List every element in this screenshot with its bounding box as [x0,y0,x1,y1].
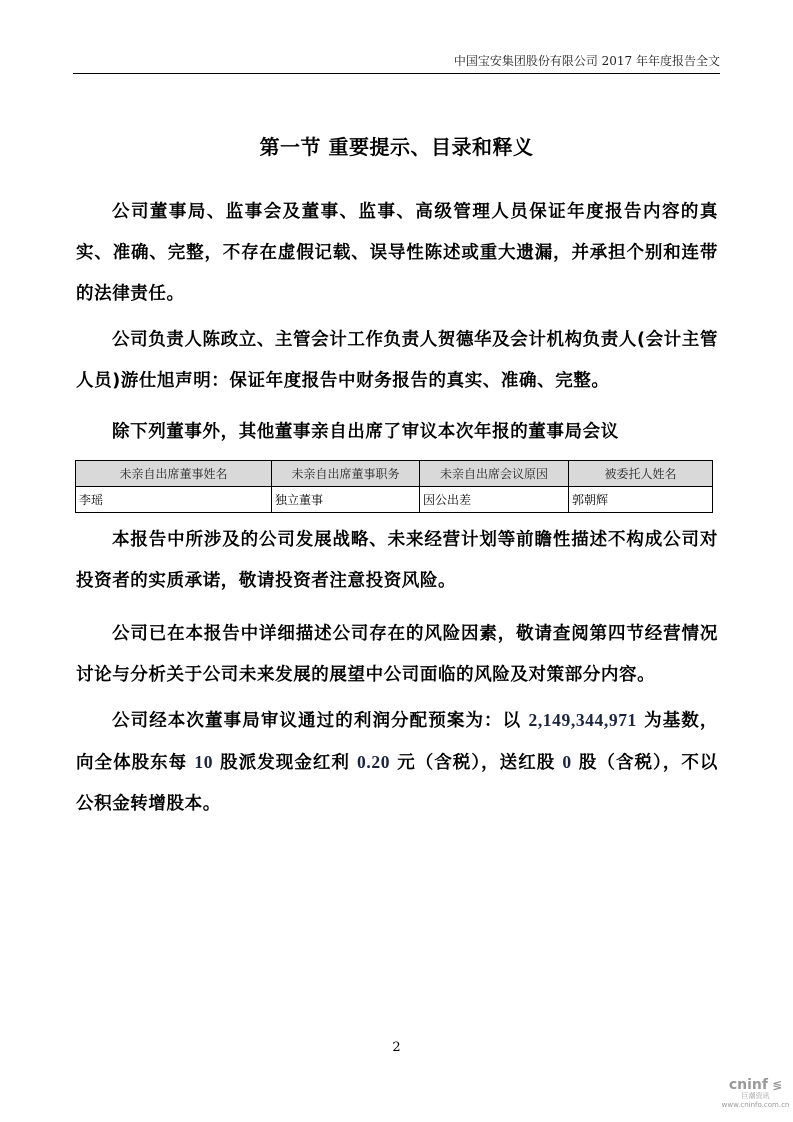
text-segment: 为基数，向全体股东每 [76,711,719,773]
paragraph-board-attendance: 除下列董事外，其他董事亲自出席了审议本次年报的董事局会议 [112,422,619,442]
page-number: 2 [392,1040,401,1055]
column-header: 未亲自出席董事职务 [272,461,420,487]
paragraph-forward-looking-disclaimer: 本报告中所涉及的公司发展战略、未来经营计划等前瞻性描述不构成公司对投资者的实质承诺，敬请投资者注意投资风险。 [76,530,718,591]
text-segment: 股派发现金红利 [213,753,358,773]
table-row [76,487,713,513]
cash-dividend-amount: 0.20 [357,752,391,772]
table-cell: 独立董事 [272,487,420,513]
table-cell: 因公出差 [420,487,569,513]
base-share-count: 2,149,344,971 [528,710,637,730]
text-segment: 公司经本次董事局审议通过的利润分配预案为：以 [112,711,529,731]
cninfo-logo-icon: cninf ≶ [728,1077,783,1093]
column-header: 未亲自出席董事姓名 [76,461,272,487]
table-header-row [76,461,713,487]
table-cell: 郭朝辉 [569,487,713,513]
absent-directors-table [75,460,713,513]
paragraph-responsibility-statement: 公司董事局、监事会及董事、监事、高级管理人员保证年度报告内容的真实、准确、完整，不存在虚假记载、误导性陈述或重大遗漏，并承担个别和连带的法律责任。 [76,202,718,304]
bonus-share-count: 0 [562,752,572,772]
paragraph-profit-distribution [76,700,718,825]
paragraph-risk-factors: 公司已在本报告中详细描述公司存在的风险因素，敬请查阅第四节经营情况讨论与分析关于公司未来发展的展望中公司面临的风险及对策部分内容。 [76,624,718,685]
watermark-chinese-name: 巨潮资讯 [741,1092,770,1100]
table-cell: 李瑶 [76,487,272,513]
watermark-url: www.cninfo.com.cn [721,1101,790,1109]
paragraph-officer-declaration: 公司负责人陈政立、主管会计工作负责人贺德华及会计机构负责人(会计主管人员)游仕旭声明：保证年度报告中财务报告的真实、准确、完整。 [76,330,718,391]
running-header: 中国宝安集团股份有限公司 2017 年年度报告全文 [453,54,720,68]
section-title: 第一节 重要提示、目录和释义 [259,135,534,159]
cninfo-watermark [718,1078,793,1110]
column-header: 被委托人姓名 [569,461,713,487]
text-segment: 元（含税），送红股 [390,753,563,773]
text-segment: 股（含税），不以公积金转增股本。 [76,753,718,814]
column-header: 未亲自出席会议原因 [420,461,569,487]
per-share-unit: 10 [194,752,214,772]
header-rule [73,73,720,74]
